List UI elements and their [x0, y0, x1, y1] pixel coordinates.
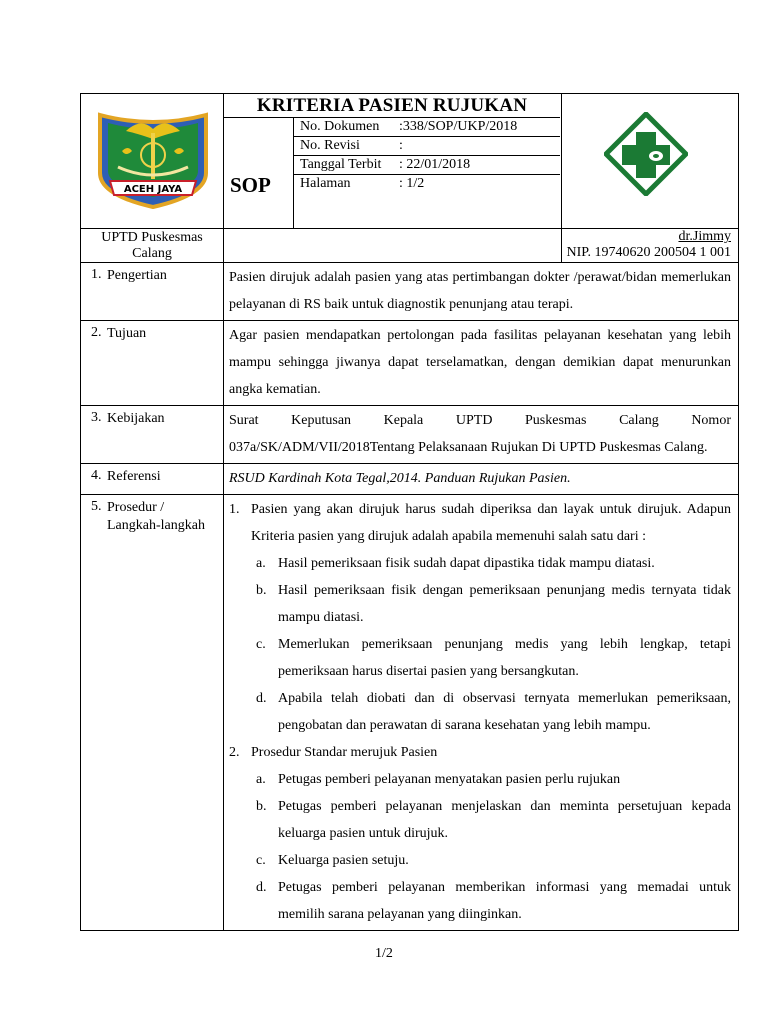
item-text: Pasien yang akan dirujuk harus sudah diperiksa dan layak untuk dirujuk. Adapun Kriteria pasien yang dirujuk adalah apabila memenuhi salah satu dari :	[251, 502, 731, 544]
item-text: Hasil pemeriksaan fisik sudah dapat dipastika tidak mampu diatasi.	[278, 556, 655, 571]
revision-value: :	[399, 138, 403, 153]
step-item	[229, 793, 731, 847]
document-info-table	[294, 118, 560, 193]
item-text: Keluarga pasien setuju.	[278, 853, 409, 868]
section-label: Kebijakan	[107, 411, 165, 426]
section-label: Tujuan	[107, 326, 147, 341]
item-number: 2.	[229, 745, 240, 760]
sop-label-cell	[224, 118, 294, 228]
section-label-line2: Langkah-langkah	[107, 518, 205, 533]
section-pengertian	[80, 263, 739, 321]
section-text: Surat Keputusan Kepala UPTD Puskesmas Calang Nomor 037a/SK/ADM/VII/2018Tentang Pelaksanaan Rujukan Di UPTD Puskesmas Calang.	[229, 413, 731, 455]
step-item	[229, 874, 731, 928]
section-prosedur	[80, 495, 739, 931]
section-number: 2.	[91, 325, 102, 340]
item-letter: d.	[256, 691, 267, 706]
section-label-cell	[81, 495, 224, 930]
doc-number-label: No. Dokumen	[300, 119, 380, 134]
item-letter: d.	[256, 880, 267, 895]
puskesmas-logo	[604, 112, 688, 196]
section-tujuan	[80, 321, 739, 406]
unit-name-line2: Calang	[132, 246, 172, 261]
page-value: : 1/2	[399, 176, 425, 191]
item-letter: b.	[256, 583, 267, 598]
section-label	[107, 499, 205, 535]
section-number: 3.	[91, 410, 102, 425]
item-letter: a.	[256, 556, 266, 571]
unit-name-cell	[81, 229, 224, 263]
item-text: Petugas pemberi pelayanan menjelaskan dan meminta persetujuan kepada keluarga pasien untuk dirujuk.	[278, 799, 731, 841]
unit-name-line1: UPTD Puskesmas	[101, 230, 203, 245]
issue-date-value: : 22/01/2018	[399, 157, 471, 172]
signer-nip: NIP. 19740620 200504 1 001	[566, 245, 731, 260]
section-text: Pasien dirujuk adalah pasien yang atas pertimbangan dokter /perawat/bidan memerlukan pelayanan di RS baik untuk diagnostik penunjang atau terapi.	[229, 270, 731, 312]
doc-number-value: :338/SOP/UKP/2018	[399, 119, 518, 134]
step-item	[229, 766, 731, 793]
item-number: 1.	[229, 502, 240, 517]
revision-label: No. Revisi	[300, 138, 360, 153]
section-label-cell	[81, 263, 224, 320]
left-logo-cell	[81, 94, 224, 228]
item-text: Hasil pemeriksaan fisik dengan pemeriksaan penunjang medis ternyata tidak mampu diatasi.	[278, 583, 731, 625]
document-title: KRITERIA PASIEN RUJUKAN	[224, 94, 560, 118]
step-item	[229, 847, 731, 874]
item-letter: a.	[256, 772, 266, 787]
section-label-line1: Prosedur /	[107, 500, 165, 515]
section-number: 5.	[91, 499, 102, 514]
section-label: Pengertian	[107, 268, 167, 283]
logo-caption: ACEH JAYA	[123, 184, 183, 195]
doc-number-row	[294, 118, 560, 137]
aceh-jaya-emblem	[96, 111, 210, 209]
section-label: Referensi	[107, 469, 161, 484]
section-label-cell	[81, 464, 224, 494]
section-label-cell	[81, 406, 224, 463]
item-text: Petugas pemberi pelayanan memberikan informasi yang memadai untuk memilih sarana pelayanan yang diinginkan.	[278, 880, 731, 922]
section-kebijakan	[80, 406, 739, 464]
section-label-cell	[81, 321, 224, 405]
section-text: Agar pasien mendapatkan pertolongan pada fasilitas pelayanan kesehatan yang lebih mampu sehingga jiwanya dapat terselamatkan, dengan demikian dapat menurunkan angka kematian.	[229, 328, 731, 397]
page-label: Halaman	[300, 176, 351, 191]
item-letter: c.	[256, 637, 266, 652]
section-number: 4.	[91, 468, 102, 483]
signer-cell	[561, 229, 741, 262]
page-row	[294, 175, 560, 193]
procedure-item	[229, 496, 731, 550]
sop-header	[80, 93, 739, 229]
section-text: RSUD Kardinah Kota Tegal,2014. Panduan Rujukan Pasien.	[229, 471, 571, 486]
procedure-content	[224, 495, 738, 930]
signer-name: dr.Jimmy	[678, 229, 731, 244]
section-number: 1.	[91, 267, 102, 282]
sop-document	[80, 93, 739, 931]
page-number: 1/2	[375, 946, 393, 961]
item-letter: c.	[256, 853, 266, 868]
item-letter: b.	[256, 799, 267, 814]
criteria-item	[229, 685, 731, 739]
procedure-item	[229, 739, 731, 766]
item-text: Memerlukan pemeriksaan penunjang medis yang lebih lengkap, tetapi pemeriksaan harus disertai pasien yang bersangkutan.	[278, 637, 731, 679]
criteria-item	[229, 631, 731, 685]
item-text: Apabila telah diobati dan di observasi ternyata memerlukan pemeriksaan, pengobatan dan perawatan di sarana kesehatan yang lebih mampu.	[278, 691, 731, 733]
item-text: Prosedur Standar merujuk Pasien	[251, 745, 438, 760]
item-text: Petugas pemberi pelayanan menyatakan pasien perlu rujukan	[278, 772, 621, 787]
issue-date-row	[294, 156, 560, 175]
section-referensi	[80, 464, 739, 495]
revision-row	[294, 137, 560, 156]
sop-label: SOP	[230, 173, 271, 197]
right-logo-cell	[561, 94, 741, 228]
criteria-item	[229, 577, 731, 631]
criteria-item	[229, 550, 731, 577]
issue-date-label: Tanggal Terbit	[300, 157, 382, 172]
unit-info-row	[80, 229, 739, 263]
header-center	[224, 94, 560, 228]
